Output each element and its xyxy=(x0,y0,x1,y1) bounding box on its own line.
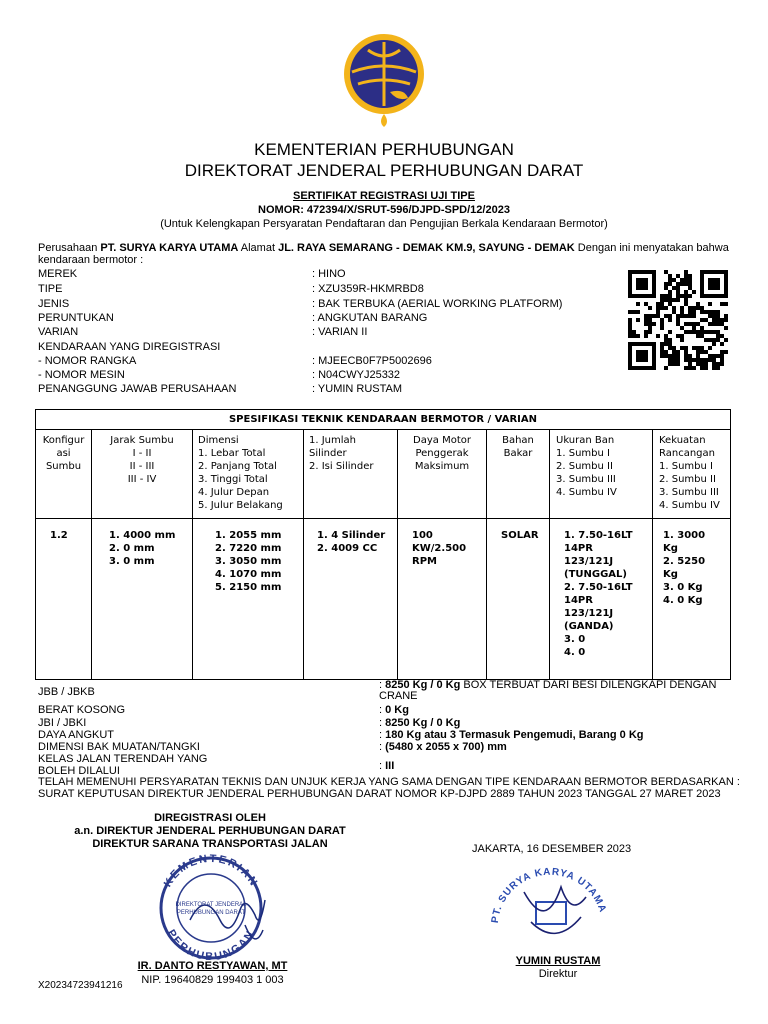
certificate-number: NOMOR: 472394/X/SRUT-596/DJPD-SPD/12/2023 xyxy=(258,204,510,216)
spec-table-title: SPESIFIKASI TEKNIK KENDARAAN BERMOTOR / VARIAN xyxy=(36,410,731,430)
header-daya-motor: Daya Motor Penggerak Maksimum xyxy=(398,430,487,519)
company-address: JL. RAYA SEMARANG - DEMAK KM.9, SAYUNG - DEMAK xyxy=(278,242,575,254)
intro-text: Dengan ini menyatakan bahwa xyxy=(574,242,729,254)
intro-paragraph xyxy=(38,242,738,266)
label-kendaraan: KENDARAAN YANG DIREGISTRASI xyxy=(38,341,221,353)
value-kekuatan-rancangan: 1. 3000 Kg 2. 5250 Kg 3. 0 Kg 4. 0 Kg xyxy=(653,519,731,680)
label-merek: MEREK xyxy=(38,268,78,280)
label-berat-kosong: BERAT KOSONG xyxy=(38,704,126,716)
label-varian: VARIAN xyxy=(38,326,79,338)
header-silinder: 1. Jumlah Silinder 2. Isi Silinder xyxy=(304,430,398,519)
right-signer-name: YUMIN RUSTAM xyxy=(515,955,601,967)
value-merek: : HINO xyxy=(312,268,346,280)
header-ukuran-ban: Ukuran Ban 1. Sumbu I 2. Sumbu II 3. Sumbu III 4. Sumbu IV xyxy=(550,430,653,519)
directorate-title: DIREKTORAT JENDERAL PERHUBUNGAN DARAT xyxy=(184,161,584,180)
value-konfigurasi: 1.2 xyxy=(36,519,92,680)
spec-header-row xyxy=(36,430,731,519)
left-signer-nip: NIP. 19640829 199403 1 003 xyxy=(141,974,284,986)
label-jbi: JBI / JBKI xyxy=(38,717,87,729)
label-nomor-mesin: - NOMOR MESIN xyxy=(38,369,125,381)
statement: TELAH MEMENUHI PERSYARATAN TEKNIS DAN UNJUK KERJA YANG SAMA DENGAN TIPE KENDARAAN BERMOTOR BERDASARKAN : SURAT KEPUTUSAN DIREKTUR JENDERAL PERHUBUNGAN DARAT NOMOR KP-DJPD 2889 TAHUN 2023 TANGGAL 27 MARET 2023 xyxy=(38,776,740,800)
left-signature-header: DIREGISTRASI OLEH a.n. DIREKTUR JENDERAL PERHUBUNGAN DARAT DIREKTUR SARANA TRANSPORTASI JALAN xyxy=(74,812,346,850)
intro-text: kendaraan bermotor : xyxy=(38,254,144,266)
stamp-center-1: DIREKTORAT JENDERAL xyxy=(175,902,247,908)
company-stamp xyxy=(486,862,614,952)
header-bahan-bakar: Bahan Bakar xyxy=(487,430,550,519)
value-jarak-sumbu: 1. 4000 mm 2. 0 mm 3. 0 mm xyxy=(92,519,193,680)
ministry-logo xyxy=(338,32,430,128)
value-berat-kosong: : 0 Kg xyxy=(379,704,409,716)
svg-text:PT. SURYA KARYA UTAMA xyxy=(490,867,608,924)
left-signer-name: IR. DANTO RESTYAWAN, MT xyxy=(137,960,288,972)
header-kekuatan-rancangan: Kekuatan Rancangan 1. Sumbu I 2. Sumbu II 3. Sumbu III 4. Sumbu IV xyxy=(653,430,731,519)
value-nomor-rangka: : MJEECB0F7P5002696 xyxy=(312,355,432,367)
label-jbb: JBB / JBKB xyxy=(38,686,95,698)
value-ukuran-ban: 1. 7.50-16LT 14PR 123/121J (TUNGGAL) 2. 7.50-16LT 14PR 123/121J (GANDA) 3. 0 4. 0 xyxy=(550,519,653,680)
value-dimensi-bak: : (5480 x 2055 x 700) mm xyxy=(379,741,507,753)
value-peruntukan: : ANGKUTAN BARANG xyxy=(312,312,428,324)
value-bahan-bakar: SOLAR xyxy=(487,519,550,680)
value-jenis: : BAK TERBUKA (AERIAL WORKING PLATFORM) xyxy=(312,298,563,310)
value-jbb: : 8250 Kg / 0 Kg BOX TERBUAT DARI BESI DILENGKAPI DENGAN CRANE xyxy=(379,679,717,702)
spec-table xyxy=(35,409,731,680)
label-nomor-rangka: - NOMOR RANGKA xyxy=(38,355,137,367)
value-penanggung-jawab: : YUMIN RUSTAM xyxy=(312,383,403,395)
value-jbi: : 8250 Kg / 0 Kg xyxy=(379,717,461,729)
certificate-title: SERTIFIKAT REGISTRASI UJI TIPE xyxy=(293,190,475,202)
label-jenis: JENIS xyxy=(38,298,70,310)
header-konfigurasi: Konfigur asi Sumbu xyxy=(36,430,92,519)
company-name: PT. SURYA KARYA UTAMA xyxy=(100,242,239,254)
value-dimensi: 1. 2055 mm 2. 7220 mm 3. 3050 mm 4. 1070 mm 5. 2150 mm xyxy=(193,519,304,680)
value-daya-angkut: : 180 Kg atau 3 Termasuk Pengemudi, Barang 0 Kg xyxy=(379,729,644,741)
value-silinder: 1. 4 Silinder 2. 4009 CC xyxy=(304,519,398,680)
header-jarak-sumbu: Jarak Sumbu I - II II - III III - IV xyxy=(92,430,193,519)
ministry-title: KEMENTERIAN PERHUBUNGAN xyxy=(254,140,514,159)
label-daya-angkut: DAYA ANGKUT xyxy=(38,729,115,741)
stamp-center-2: PERHUBUNGAN DARAT xyxy=(176,910,246,916)
value-kelas-jalan: : III xyxy=(379,760,395,772)
footer-code: X20234723941216 xyxy=(38,980,123,991)
value-varian: : VARIAN II xyxy=(312,326,368,338)
label-penanggung-jawab: PENANGGUNG JAWAB PERUSAHAAN xyxy=(38,383,237,395)
place-date: JAKARTA, 16 DESEMBER 2023 xyxy=(472,843,632,855)
right-signer-title: Direktur xyxy=(538,968,578,980)
label-peruntukan: PERUNTUKAN xyxy=(38,312,114,324)
spec-data-row xyxy=(36,519,731,680)
stamp-text-top: KEMENTERIAN xyxy=(161,854,261,890)
company-stamp-text: PT. SURYA KARYA UTAMA xyxy=(489,866,609,924)
value-daya-motor: 100 KW/2.500 RPM xyxy=(398,519,487,680)
intro-text: Perusahaan xyxy=(38,242,101,254)
label-kelas-jalan: KELAS JALAN TERENDAH YANG BOLEH DILALUI xyxy=(38,753,208,777)
label-tipe: TIPE xyxy=(38,283,63,295)
qr-code xyxy=(628,270,728,370)
header-dimensi: Dimensi 1. Lebar Total 2. Panjang Total 3. Tinggi Total 4. Julur Depan 5. Julur Belakang xyxy=(193,430,304,519)
certificate-note: (Untuk Kelengkapan Persyaratan Pendaftaran dan Pengujian Berkala Kendaraan Bermotor) xyxy=(160,218,608,230)
intro-text: Alamat xyxy=(238,242,279,254)
label-dimensi-bak: DIMENSI BAK MUATAN/TANGKI xyxy=(38,741,200,753)
left-signature-scribble xyxy=(185,880,275,950)
value-nomor-mesin: : N04CWYJ25332 xyxy=(312,369,401,381)
value-tipe: : XZU359R-HKMRBD8 xyxy=(312,283,424,295)
stamp-text-bottom: PERHUBUNGAN xyxy=(164,927,258,962)
